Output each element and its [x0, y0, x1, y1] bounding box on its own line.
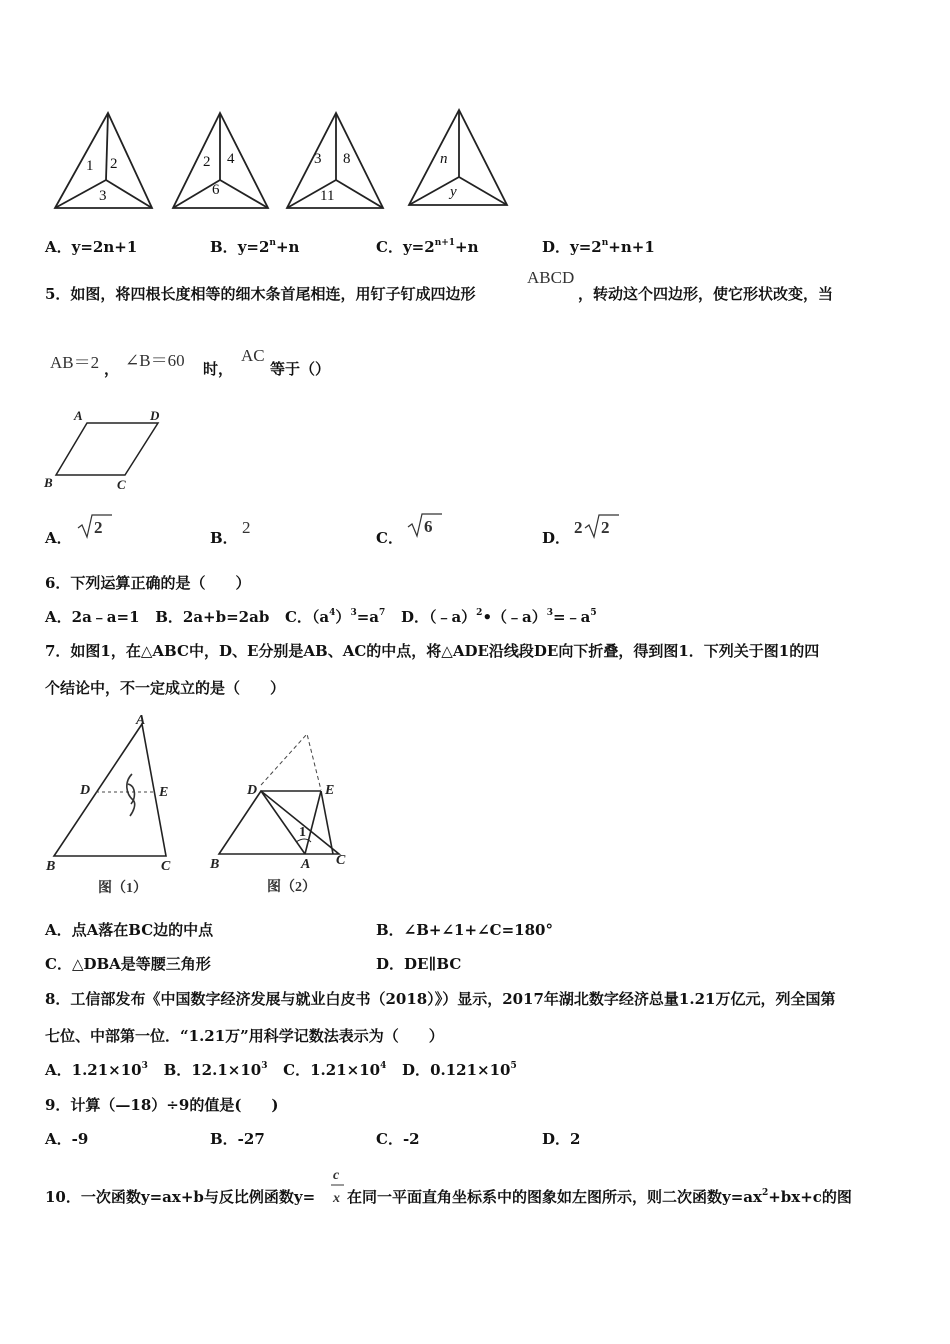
q4-fig2-label-b: 4 — [227, 151, 235, 167]
q5-option-b[interactable] — [210, 527, 238, 548]
q8-options — [45, 1059, 517, 1080]
option-text-tail: +n — [455, 238, 479, 256]
q5-option-d-sqrt — [572, 512, 624, 540]
q5-option-a[interactable] — [45, 527, 72, 548]
q10-stem-rest: 在同一平面直角坐标系中的图象如左图所示，则二次函数$y=ax^2+bx+c$的图 — [347, 1188, 852, 1206]
option-letter: A． — [45, 238, 72, 256]
q5-equals: 等于（） — [270, 360, 331, 378]
q6-option-c[interactable]: C．$(a^4)^3=a^7$ — [284, 608, 386, 626]
q4-fig3-label-a: 3 — [314, 151, 322, 167]
q7-stem-line2: 个结论中，不一定成立的是（ ） — [45, 679, 286, 697]
vertex-e: E — [325, 783, 335, 798]
fraction-denominator: x — [333, 1191, 340, 1206]
vertex-d: D — [80, 783, 91, 798]
q8-option-c[interactable]: C．$1.21\times 10^4$ — [283, 1061, 387, 1079]
q7-option-b[interactable]: B．∠B+∠1+∠C=180° — [376, 921, 553, 939]
vertex-b: B — [44, 475, 53, 490]
q5-option-b-value: 2 — [242, 518, 251, 537]
q4-fig1-label-a: 1 — [86, 158, 94, 174]
q6-option-b[interactable]: B．2a+b=2ab — [155, 608, 270, 626]
triangle-dbc — [219, 791, 339, 854]
vertex-d: D — [150, 408, 160, 423]
triangle-abc — [54, 724, 169, 856]
q8-option-a[interactable]: A．$1.21\times 10^3$ — [45, 1061, 148, 1079]
q4-fig3-label-b: 8 — [343, 151, 351, 167]
q7-stem-line1: 7．如图1，在△ABC中，D、E分别是AB、AC的中点，将△ADE沿线段DE向下折叠，得到图1．下列关于图1的四 — [45, 642, 820, 660]
figure-caption: 图（2） — [267, 880, 316, 895]
exponent: n — [601, 238, 609, 248]
q4-triangle-4 — [409, 110, 507, 205]
q8-stem-line2: 七位、中部第一位．“1.21万”用科学记数法表示为（ ） — [45, 1027, 444, 1045]
q6-option-d[interactable]: D．$(﹣a)^2•(﹣a)^3=﹣a^5$ — [400, 608, 597, 626]
q5-angle-b: ∠B＝60 — [125, 351, 185, 370]
q4-fig4-label-c: y — [450, 184, 457, 200]
option-text-tail: +n+1 — [608, 238, 655, 256]
vertex-a: A — [74, 408, 83, 423]
rhombus-abcd — [56, 423, 158, 475]
vertex-a: A — [136, 713, 146, 728]
option-text: y=2 — [570, 238, 602, 256]
option-letter: C． — [376, 238, 403, 256]
segment-ea — [305, 791, 321, 854]
q4-triangle-2 — [173, 113, 268, 208]
q5-option-c-sqrt — [406, 511, 446, 539]
q9-option-a[interactable]: A．-9 — [45, 1130, 89, 1148]
q8-option-b[interactable]: B．$12.1\times 10^3$ — [163, 1061, 268, 1079]
vertex-b: B — [46, 859, 56, 874]
q4-option-b[interactable] — [210, 236, 299, 257]
q4-figures — [40, 100, 520, 220]
q7-figure-2 — [205, 730, 355, 895]
q5-option-a-sqrt — [76, 512, 116, 540]
radicand: 6 — [424, 517, 433, 536]
option-letter: C． — [376, 529, 403, 547]
q4-fig3-label-c: 11 — [320, 188, 335, 204]
q6-option-a[interactable]: A．2a﹣a=1 — [45, 608, 140, 626]
fold-arrow-icon — [127, 774, 135, 816]
q8-stem-line1: 8．工信部发布《中国数字经济发展与就业白皮书（2018）》）显示，2017年湖北数字经济总量1.21万亿元，列全国第 — [45, 990, 836, 1008]
q7-option-d[interactable]: D．DE∥BC — [376, 955, 462, 973]
vertex-d: D — [247, 783, 258, 798]
q5-ac: AC — [241, 346, 265, 365]
q9-option-b[interactable]: B．-27 — [210, 1130, 265, 1148]
q4-fig1-label-c: 3 — [99, 188, 107, 204]
q6-options — [45, 606, 597, 627]
q5-stem-line1-end: ，转动这个四边形，使它形状改变，当 — [578, 285, 834, 303]
option-letter: B． — [210, 238, 238, 256]
vertex-a: A — [301, 857, 311, 872]
q4-fig1-label-b: 2 — [110, 156, 118, 172]
option-text: y=2 — [402, 238, 435, 256]
option-text-tail: +n — [275, 238, 300, 256]
option-letter: D． — [542, 238, 571, 256]
option-text: y=2n+1 — [71, 238, 138, 256]
q10-fraction — [330, 1165, 346, 1207]
q8-option-d[interactable]: D．$0.121\times 10^5$ — [402, 1061, 517, 1079]
q5-stem-line1: 5．如图，将四根长度相等的细木条首尾相连，用钉子钉成四边形 — [45, 285, 476, 303]
coefficient: 2 — [574, 518, 583, 537]
q5-comma: ， — [104, 360, 120, 378]
folded-outline-dashed — [261, 734, 321, 790]
q9-option-c[interactable]: C．-2 — [376, 1130, 420, 1148]
exponent: n — [269, 238, 276, 248]
q5-option-d[interactable] — [542, 527, 570, 548]
option-letter: B． — [210, 529, 238, 547]
option-text: y=2 — [237, 238, 270, 256]
q4-fig4-label-a: n — [440, 151, 448, 167]
fraction-numerator: c — [333, 1168, 340, 1183]
radicand: 2 — [94, 518, 103, 537]
q4-option-a[interactable] — [45, 236, 137, 257]
exponent: n+1 — [434, 238, 456, 248]
q5-ab-eq: AB＝2 — [50, 353, 100, 372]
option-letter: A． — [45, 529, 72, 547]
vertex-b: B — [210, 857, 220, 872]
q7-option-a[interactable]: A．点A落在BC边的中点 — [45, 921, 214, 939]
q4-fig2-label-a: 2 — [203, 154, 211, 170]
segment-da — [261, 791, 305, 854]
figure-caption: 图（1） — [98, 881, 147, 896]
q6-stem: 6．下列运算正确的是（ ） — [45, 574, 251, 592]
q7-figure-1 — [40, 712, 190, 897]
vertex-c: C — [336, 853, 346, 868]
q9-option-d[interactable]: D．2 — [542, 1130, 581, 1148]
q4-triangle-3 — [287, 113, 383, 208]
radicand: 2 — [601, 518, 610, 537]
angle-label-1: 1 — [299, 825, 306, 840]
q4-fig2-label-c: 6 — [212, 182, 220, 198]
q10-stem-pre: 10．一次函数y=ax+b与反比例函数y= — [45, 1188, 316, 1206]
q7-option-c[interactable]: C．△DBA是等腰三角形 — [45, 955, 211, 973]
q4-option-d[interactable] — [542, 236, 655, 257]
q5-when: 时， — [203, 360, 234, 378]
q5-rhombus-figure — [40, 405, 180, 495]
vertex-c: C — [161, 859, 171, 874]
q9-stem: 9．计算（—18）÷9的值是( ) — [45, 1096, 279, 1114]
vertex-c: C — [117, 477, 126, 492]
q5-abcd: ABCD — [527, 268, 575, 287]
option-letter: D． — [542, 529, 571, 547]
q5-option-c[interactable] — [376, 527, 403, 548]
q4-option-c[interactable] — [376, 236, 479, 257]
vertex-e: E — [159, 785, 169, 800]
